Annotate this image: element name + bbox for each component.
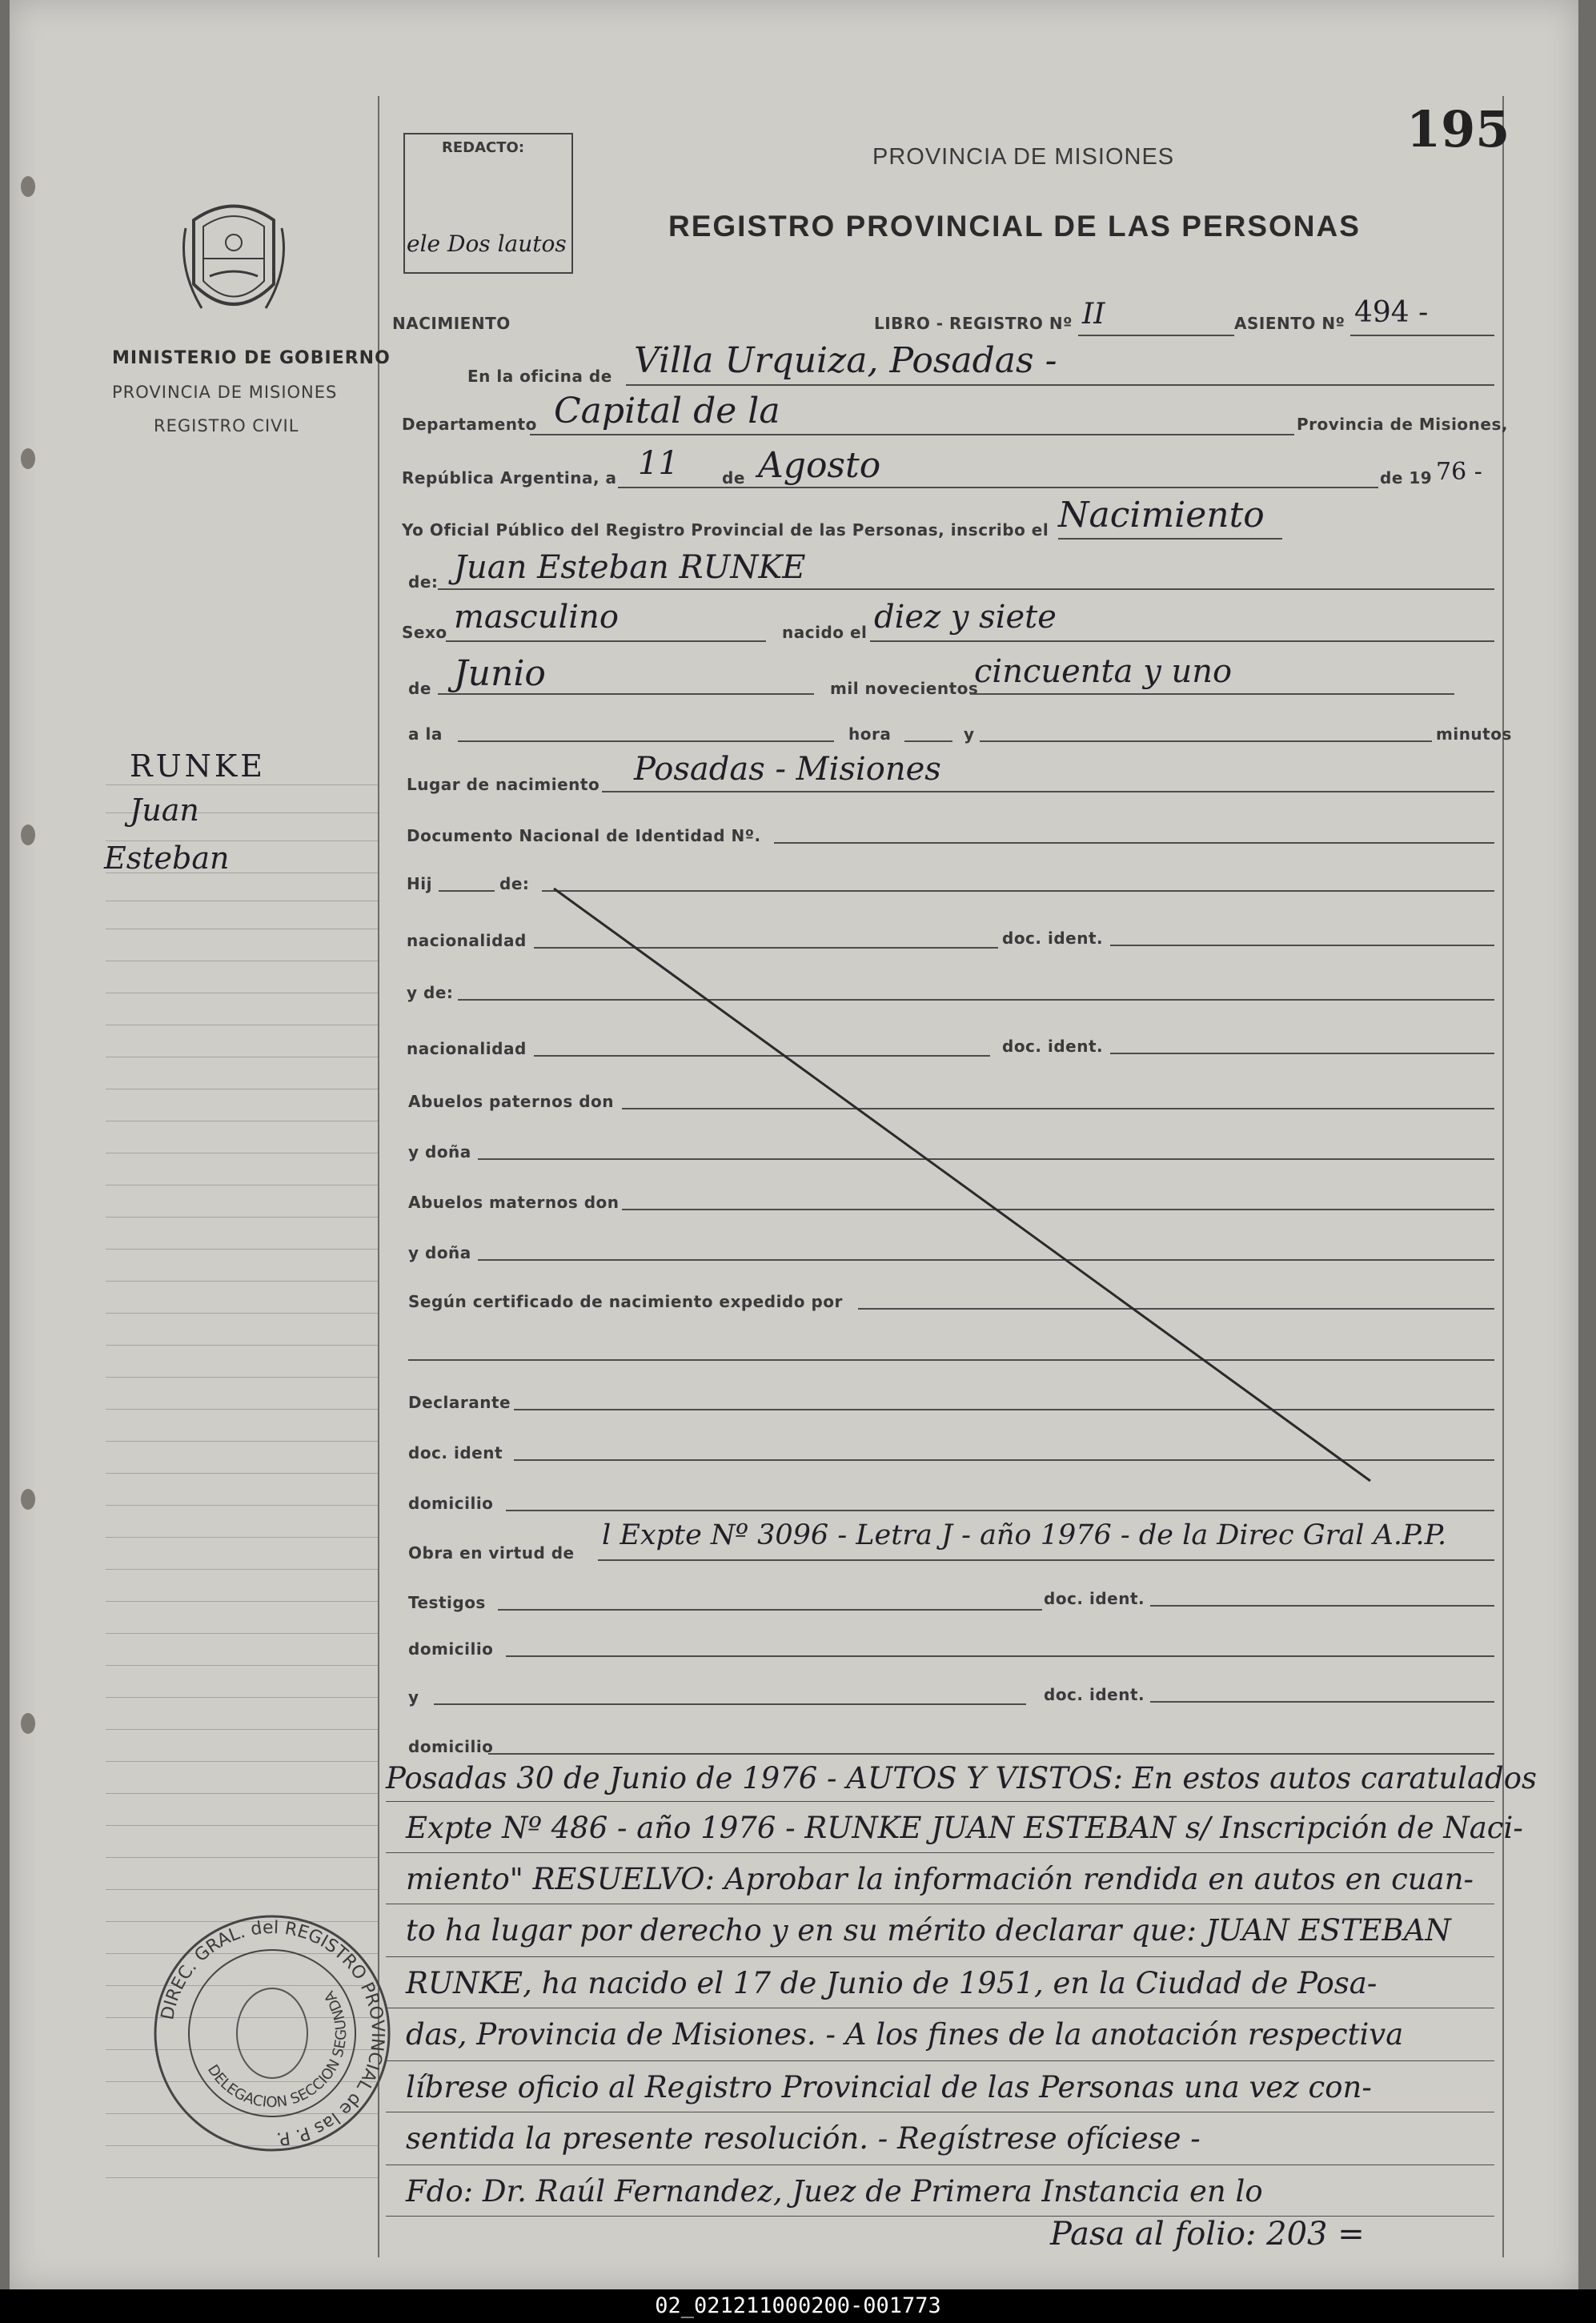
resolution-rule bbox=[386, 1956, 1494, 1957]
stamp-inner-textpath: DELEGACION SECCION SEGUNDA bbox=[203, 1988, 351, 2112]
inscribo-value: Nacimiento bbox=[1058, 495, 1265, 536]
resolution-line: das, Provincia de Misiones. - A los fines de la anotación respectiva bbox=[406, 2017, 1404, 2052]
redacto-value: ele Dos lautos bbox=[407, 231, 567, 257]
domicilio2-label: domicilio bbox=[408, 1639, 494, 1659]
hora-label: hora bbox=[848, 724, 892, 744]
resolution-line: RUNKE, ha nacido el 17 de Junio de 1951, en la Ciudad de Posa- bbox=[406, 1966, 1377, 2000]
de-nombre-label: de: bbox=[408, 572, 439, 592]
anio-label: de 19 bbox=[1380, 468, 1433, 487]
asiento-label: ASIENTO Nº bbox=[1234, 314, 1345, 333]
oficina-value: Villa Urquiza, Posadas - bbox=[634, 340, 1057, 381]
pasa-al-folio: Pasa al folio: 203 = bbox=[1050, 2216, 1365, 2253]
dia-value: 11 bbox=[638, 445, 679, 482]
mes-value: Agosto bbox=[758, 445, 881, 486]
nacido-label: nacido el bbox=[782, 623, 868, 642]
y-dona1-label: y doña bbox=[408, 1142, 471, 1162]
yo-oficial-label: Yo Oficial Público del Registro Provincial de las Personas, inscribo el bbox=[402, 520, 1049, 540]
oficina-label: En la oficina de bbox=[467, 367, 612, 386]
marginal-note-name1: Juan bbox=[130, 792, 199, 828]
domicilio1-label: domicilio bbox=[408, 1494, 494, 1513]
doc-ident5-label: doc. ident. bbox=[1044, 1685, 1145, 1704]
de-label: de bbox=[722, 468, 745, 487]
sidebar-province-label: PROVINCIA DE MISIONES bbox=[112, 383, 338, 402]
ministry-label: MINISTERIO DE GOBIERNO bbox=[112, 348, 391, 368]
folio-number: 195 bbox=[1406, 100, 1510, 158]
mes-nac-value: Junio bbox=[454, 653, 546, 694]
libro-label: LIBRO - REGISTRO Nº bbox=[874, 314, 1073, 333]
resolution-line: Expte Nº 486 - año 1976 - RUNKE JUAN ESTEBAN s/ Inscripción de Naci- bbox=[406, 1811, 1523, 1845]
dni-label: Documento Nacional de Identidad Nº. bbox=[407, 826, 761, 845]
province-heading: PROVINCIA DE MISIONES bbox=[872, 144, 1175, 170]
image-id-footer: 02_021211000200-001773 bbox=[0, 2289, 1596, 2323]
resolution-rule bbox=[386, 1852, 1494, 1853]
asiento-value: 494 - bbox=[1354, 296, 1429, 329]
lugar-label: Lugar de nacimiento bbox=[407, 775, 600, 794]
anio-value: 76 - bbox=[1436, 458, 1482, 486]
abuelos-mat-label: Abuelos maternos don bbox=[408, 1193, 620, 1212]
testigos-label: Testigos bbox=[408, 1593, 486, 1612]
resolution-rule bbox=[386, 2060, 1494, 2061]
mil-label: mil novecientos bbox=[830, 679, 979, 698]
minutos-label: minutos bbox=[1436, 724, 1512, 744]
departamento-label: Departamento bbox=[402, 415, 537, 434]
y2-label: y bbox=[408, 1687, 419, 1707]
resolution-rule bbox=[386, 1801, 1494, 1802]
resolution-line: Posadas 30 de Junio de 1976 - AUTOS Y VISTOS: En estos autos caratulados bbox=[386, 1761, 1537, 1795]
obra-label: Obra en virtud de bbox=[408, 1543, 575, 1563]
marginal-note-surname: RUNKE bbox=[130, 748, 267, 784]
svg-text:DELEGACION SECCION SEGUNDA bbox=[204, 1988, 350, 2111]
abuelos-pat-label: Abuelos paternos don bbox=[408, 1092, 615, 1111]
a-la-label: a la bbox=[408, 724, 443, 744]
registry-title: REGISTRO PROVINCIAL DE LAS PERSONAS bbox=[668, 210, 1361, 243]
nacionalidad2-label: nacionalidad bbox=[407, 1039, 527, 1058]
de-mes-label: de bbox=[408, 679, 431, 698]
stamp-outer-textpath: DIREC. GRAL. del REGISTRO PROVINCIAL de las P. P. bbox=[158, 1917, 388, 2148]
doc-ident3-label: doc. ident bbox=[408, 1443, 503, 1462]
departamento-value: Capital de la bbox=[554, 391, 780, 431]
nombre-value: Juan Esteban RUNKE bbox=[454, 549, 806, 586]
resolution-line: líbrese oficio al Registro Provincial de las Personas una vez con- bbox=[406, 2070, 1372, 2104]
civil-registry-label: REGISTRO CIVIL bbox=[154, 416, 299, 435]
nacionalidad-label: nacionalidad bbox=[407, 931, 527, 950]
sexo-label: Sexo bbox=[402, 623, 447, 642]
doc-ident2-label: doc. ident. bbox=[1002, 1037, 1104, 1056]
doc-ident4-label: doc. ident. bbox=[1044, 1589, 1145, 1608]
doc-ident-label: doc. ident. bbox=[1002, 929, 1104, 948]
mil-value: cincuenta y uno bbox=[974, 653, 1233, 690]
svg-text:DIREC. GRAL. del REGISTRO PROV bbox=[158, 1918, 387, 2148]
hij-label: Hij bbox=[407, 874, 432, 893]
marginal-note-name2: Esteban bbox=[104, 841, 230, 876]
redacto-label: REDACTO: bbox=[442, 139, 525, 156]
resolution-line: sentida la presente resolución. - Regístrese ofíciese - bbox=[406, 2121, 1201, 2156]
provincia-suffix: Provincia de Misiones, bbox=[1297, 415, 1508, 434]
hij-de-label: de: bbox=[499, 874, 530, 893]
y-label: y bbox=[964, 724, 975, 744]
document-page bbox=[10, 0, 1578, 2289]
republica-label: República Argentina, a bbox=[402, 468, 617, 487]
y-dona2-label: y doña bbox=[408, 1243, 471, 1262]
domicilio3-label: domicilio bbox=[408, 1737, 494, 1756]
declarante-label: Declarante bbox=[408, 1393, 511, 1412]
lugar-value: Posadas - Misiones bbox=[634, 751, 941, 788]
libro-value: II bbox=[1082, 298, 1105, 331]
resolution-line: Fdo: Dr. Raúl Fernandez, Juez de Primera Instancia en lo bbox=[406, 2174, 1263, 2209]
segun-label: Según certificado de nacimiento expedido por bbox=[408, 1292, 843, 1311]
sexo-value: masculino bbox=[454, 599, 619, 636]
nacido-value: diez y siete bbox=[874, 599, 1057, 636]
resolution-line: miento" RESUELVO: Aprobar la información rendida en autos en cuan- bbox=[406, 1862, 1474, 1896]
resolution-line: to ha lugar por derecho y en su mérito declarar que: JUAN ESTEBAN bbox=[406, 1913, 1451, 1948]
y-de-label: y de: bbox=[407, 983, 454, 1002]
official-stamp bbox=[152, 1913, 392, 2153]
nacimiento-label: NACIMIENTO bbox=[392, 314, 511, 333]
obra-value: l Expte Nº 3096 - Letra J - año 1976 - de la Direc Gral A.P.P. bbox=[602, 1519, 1447, 1551]
